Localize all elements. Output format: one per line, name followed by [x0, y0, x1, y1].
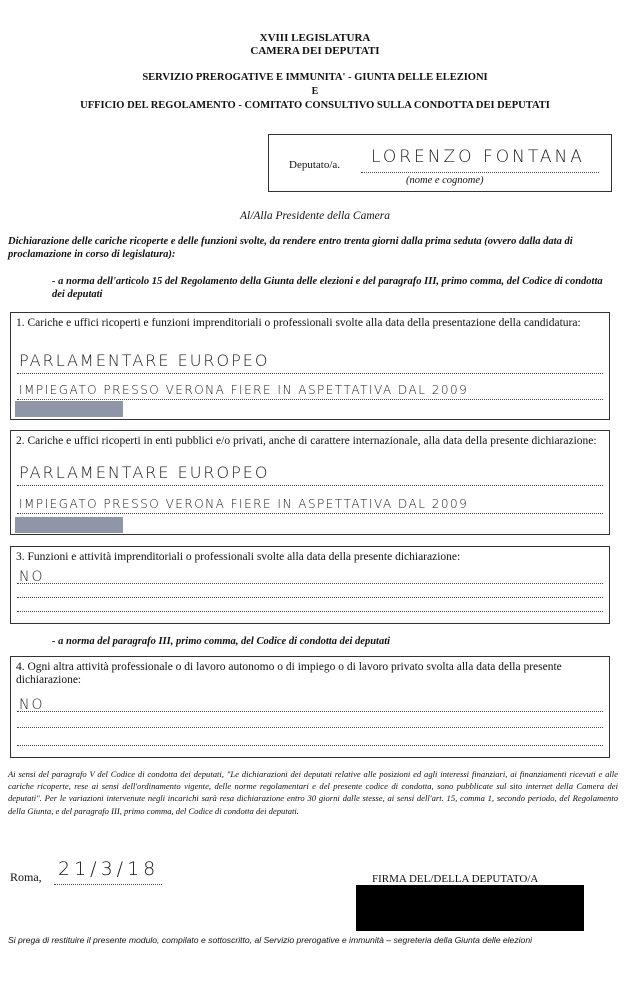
addressee: Al/Alla Presidente della Camera [239, 210, 390, 222]
redaction-block [15, 401, 123, 417]
section-4-answer[interactable]: NO [19, 697, 45, 713]
deputy-name-field[interactable]: LORENZO FONTANA [371, 147, 585, 167]
section-2 [10, 430, 610, 535]
deputy-name-box [268, 134, 612, 192]
section-2-title: 2. Cariche e uffici ricoperti in enti pubblici e/o privati, anche di carattere internazionale, alla data della presente dichiarazione: [16, 435, 597, 447]
deputy-name-line [361, 172, 599, 173]
date-line [54, 884, 162, 885]
section-4-title: 4. Ogni altra attività professionale o di lavoro autonomo o di impiego o di lavoro privato svolta alla data della presente dichiarazione: [16, 661, 562, 686]
answer-line [17, 711, 603, 712]
section-2-answer-2[interactable]: IMPIEGATO PRESSO VERONA FIERE IN ASPETTATIVA DAL 2009 [19, 497, 469, 511]
answer-line [17, 611, 603, 612]
section-1-answer-1[interactable]: PARLAMENTARE EUROPEO [19, 351, 270, 370]
section-1 [10, 312, 610, 420]
signature-label: FIRMA DEL/DELLA DEPUTATO/A [372, 873, 539, 885]
norm-reference-1: - a norma dell'articolo 15 del Regolamento della Giunta delle elezioni e del paragrafo III, primo comma, del Codice di condotta dei deputati [52, 276, 603, 300]
answer-line [17, 485, 603, 486]
declaration-heading: Dichiarazione delle cariche ricoperte e delle funzioni svolte, da rendere entro trenta giorni dalla prima seduta (ovvero dalla data di proclamazione in corso di legislatura): [8, 236, 573, 260]
answer-line [17, 513, 603, 514]
chamber-title: CAMERA DEI DEPUTATI [250, 45, 380, 57]
answer-line [17, 745, 603, 746]
section-3 [10, 546, 610, 624]
section-2-answer-1[interactable]: PARLAMENTARE EUROPEO [19, 463, 270, 482]
section-4 [10, 656, 610, 758]
section-3-answer[interactable]: NO [19, 569, 45, 585]
signature-redaction [356, 885, 584, 931]
return-instructions: Si prega di restituire il presente modulo, compilato e sottoscritto, al Servizio prerogative e immunità – segreteria della Giunta delle elezioni [8, 935, 533, 945]
deputy-label: Deputato/a. [289, 159, 341, 171]
norm-reference-2: - a norma del paragrafo III, primo comma, del Codice di condotta dei deputati [52, 636, 391, 647]
section-3-title: 3. Funzioni e attività imprenditoriali o professionali svolte alla data della presente dichiarazione: [16, 551, 461, 563]
section-1-answer-2[interactable]: IMPIEGATO PRESSO VERONA FIERE IN ASPETTATIVA DAL 2009 [19, 383, 469, 397]
place-label: Roma, [10, 870, 42, 884]
answer-line [17, 373, 603, 374]
redaction-block [15, 517, 123, 533]
date-field[interactable]: 21/3/18 [58, 858, 160, 880]
answer-line [17, 597, 603, 598]
publication-footnote: Ai sensi del paragrafo V del Codice di condotta dei deputati, "Le dichiarazioni dei deputati relative alle posizioni ed agli interessi finanziari, ai finanziamenti ricevuti e alle cariche ricoperte, rese ai sensi dell'ordinamento vigente, delle norme regolamentari e del presente codice di condotta, sono pubblicate sul sito internet della Camera dei deputati". Per le variazioni intervenute negli incarichi sarà resa dichiarazione entro 30 giorni dalle stesse, ai sensi dell'art. 15, comma 1, secondo periodo, del Regolamento della Giunta, e del paragrafo III, primo comma, del Codice di condotta dei deputati. [8, 769, 618, 816]
answer-line [17, 583, 603, 584]
header-conjunction: E [311, 86, 319, 97]
office-title: UFFICIO DEL REGOLAMENTO - COMITATO CONSULTIVO SULLA CONDOTTA DEI DEPUTATI [80, 100, 550, 111]
answer-line [17, 727, 603, 728]
service-title: SERVIZIO PREROGATIVE E IMMUNITA' - GIUNTA DELLE ELEZIONI [142, 72, 488, 83]
section-1-title: 1. Cariche e uffici ricoperti e funzioni imprenditoriali o professionali svolte alla data della presentazione della candidatura: [16, 317, 581, 329]
legislature-title: XVIII LEGISLATURA [259, 32, 371, 44]
answer-line [17, 399, 603, 400]
deputy-name-sublabel: (nome e cognome) [406, 175, 484, 186]
